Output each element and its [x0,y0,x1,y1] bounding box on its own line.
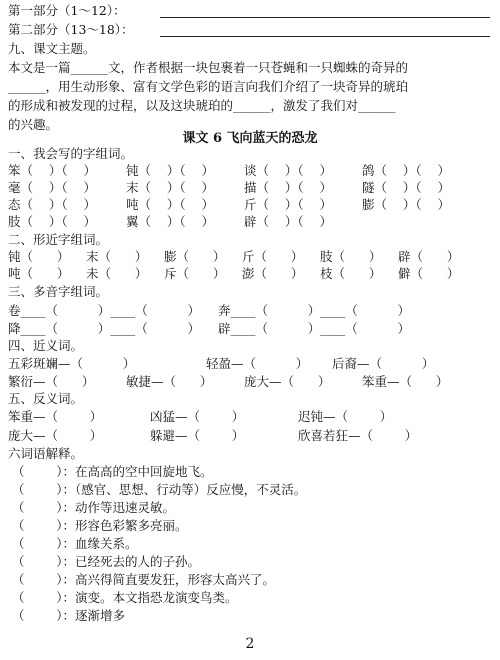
definition-item[interactable]: （ ）：演变。本文指恐龙演变鸟类。 [12,590,238,605]
synonym-cell[interactable]: 后裔—（ ） [332,356,435,371]
similar-char-cell[interactable]: 膨（ ） [164,249,226,264]
definition-item[interactable]: （ ）：（感官、思想、行动等）反应慢，不灵活。 [12,482,307,497]
definition-item[interactable]: （ ）：高兴得简直要发狂，形容太高兴了。 [12,572,276,587]
polyphone-cell[interactable]: 降____（ ）____（ ） [8,321,200,336]
part4-heading: 四、近义词。 [8,338,84,353]
word-cell[interactable]: 描（ ）（ ） [244,180,333,195]
similar-char-cell[interactable]: 末（ ） [86,249,148,264]
word-cell[interactable]: 钝（ ）（ ） [126,163,215,178]
similar-char-cell[interactable]: 斤（ ） [242,249,304,264]
word-cell[interactable]: 辟（ ）（ ） [244,214,333,229]
word-cell[interactable]: 隧（ ）（ ） [362,180,451,195]
synonym-cell[interactable]: 敏捷—（ ） [126,374,213,389]
part5-heading: 五、反义词。 [8,391,84,406]
similar-char-cell[interactable]: 澎（ ） [242,266,304,281]
section9-heading: 九、课文主题。 [8,41,96,56]
part-one-label: 第一部分（1～12）： [8,3,126,18]
word-cell[interactable]: 笨（ ）（ ） [8,163,97,178]
word-cell[interactable]: 鸽（ ）（ ） [362,163,451,178]
similar-char-cell[interactable]: 钝（ ） [8,249,70,264]
similar-char-cell[interactable]: 吨（ ） [8,266,70,281]
antonym-cell[interactable]: 躲避—（ ） [150,428,245,443]
polyphone-cell[interactable]: 卷____（ ）____（ ） [8,303,200,318]
section9-line-4: 的兴趣。 [8,117,59,132]
word-cell[interactable]: 态（ ）（ ） [8,197,97,212]
part1-heading: 一、我会写的字组词。 [8,146,134,161]
word-cell[interactable]: 膨（ ）（ ） [362,197,451,212]
polyphone-cell[interactable]: 辟____（ ）____（ ） [218,321,410,336]
definition-item[interactable]: （ ）：血缘关系。 [12,536,138,551]
synonym-cell[interactable]: 轻盈—（ ） [206,356,309,371]
antonym-cell[interactable]: 迟钝—（ ） [298,409,393,424]
part-one-answer-line[interactable] [160,17,490,18]
similar-char-cell[interactable]: 肢（ ） [320,249,382,264]
word-cell[interactable]: 毫（ ）（ ） [8,180,97,195]
synonym-cell[interactable]: 笨重—（ ） [362,374,449,389]
section9-line-1: 本文是一篇______文，作者根据一块包裹着一只苍蝇和一只蜘蛛的奇异的 [8,60,409,75]
definition-item[interactable]: （ ）：形容色彩繁多亮丽。 [12,518,188,533]
word-cell[interactable]: 末（ ）（ ） [126,180,215,195]
antonym-cell[interactable]: 笨重—（ ） [8,409,103,424]
definition-item[interactable]: （ ）：逐渐增多 [12,608,126,623]
similar-char-cell[interactable]: 未（ ） [86,266,148,281]
part-two-label: 第二部分（13～18）： [8,22,134,37]
definition-item[interactable]: （ ）：已经死去的人的子孙。 [12,554,201,569]
part3-heading: 三、多音字组词。 [8,284,109,299]
section9-line-2: ______，用生动形象、富有文学色彩的语言向我们介绍了一块奇异的琥珀 [8,79,409,94]
antonym-cell[interactable]: 凶猛—（ ） [150,409,245,424]
similar-char-cell[interactable]: 僻（ ） [398,266,460,281]
antonym-cell[interactable]: 欣喜若狂—（ ） [298,428,418,443]
definition-item[interactable]: （ ）：动作等迅速灵敏。 [12,500,176,515]
word-cell[interactable]: 斤（ ）（ ） [244,197,333,212]
word-cell[interactable]: 翼（ ）（ ） [126,214,215,229]
antonym-cell[interactable]: 庞大—（ ） [8,428,103,443]
synonym-cell[interactable]: 繁衍—（ ） [8,374,95,389]
synonym-cell[interactable]: 庞大—（ ） [244,374,331,389]
part2-heading: 二、形近字组词。 [8,232,109,247]
word-cell[interactable]: 肢（ ）（ ） [8,214,97,229]
similar-char-cell[interactable]: 枝（ ） [320,266,382,281]
page-number: 2 [245,636,255,652]
synonym-cell[interactable]: 五彩斑斓—（ ） [8,356,136,371]
section9-line-3: 的形成和被发现的过程，以及这块琥珀的______，激发了我们对______ [8,98,396,113]
similar-char-cell[interactable]: 辟（ ） [398,249,460,264]
similar-char-cell[interactable]: 斥（ ） [164,266,226,281]
definition-item[interactable]: （ ）：在高高的空中回旋地飞。 [12,464,213,479]
word-cell[interactable]: 谈（ ）（ ） [244,163,333,178]
lesson-title: 课文 6 飞向蓝天的恐龙 [182,131,318,146]
part6-heading: 六词语解释。 [8,446,84,461]
polyphone-cell[interactable]: 奔____（ ）____（ ） [218,303,410,318]
part-two-answer-line[interactable] [160,36,490,37]
word-cell[interactable]: 吨（ ）（ ） [126,197,215,212]
